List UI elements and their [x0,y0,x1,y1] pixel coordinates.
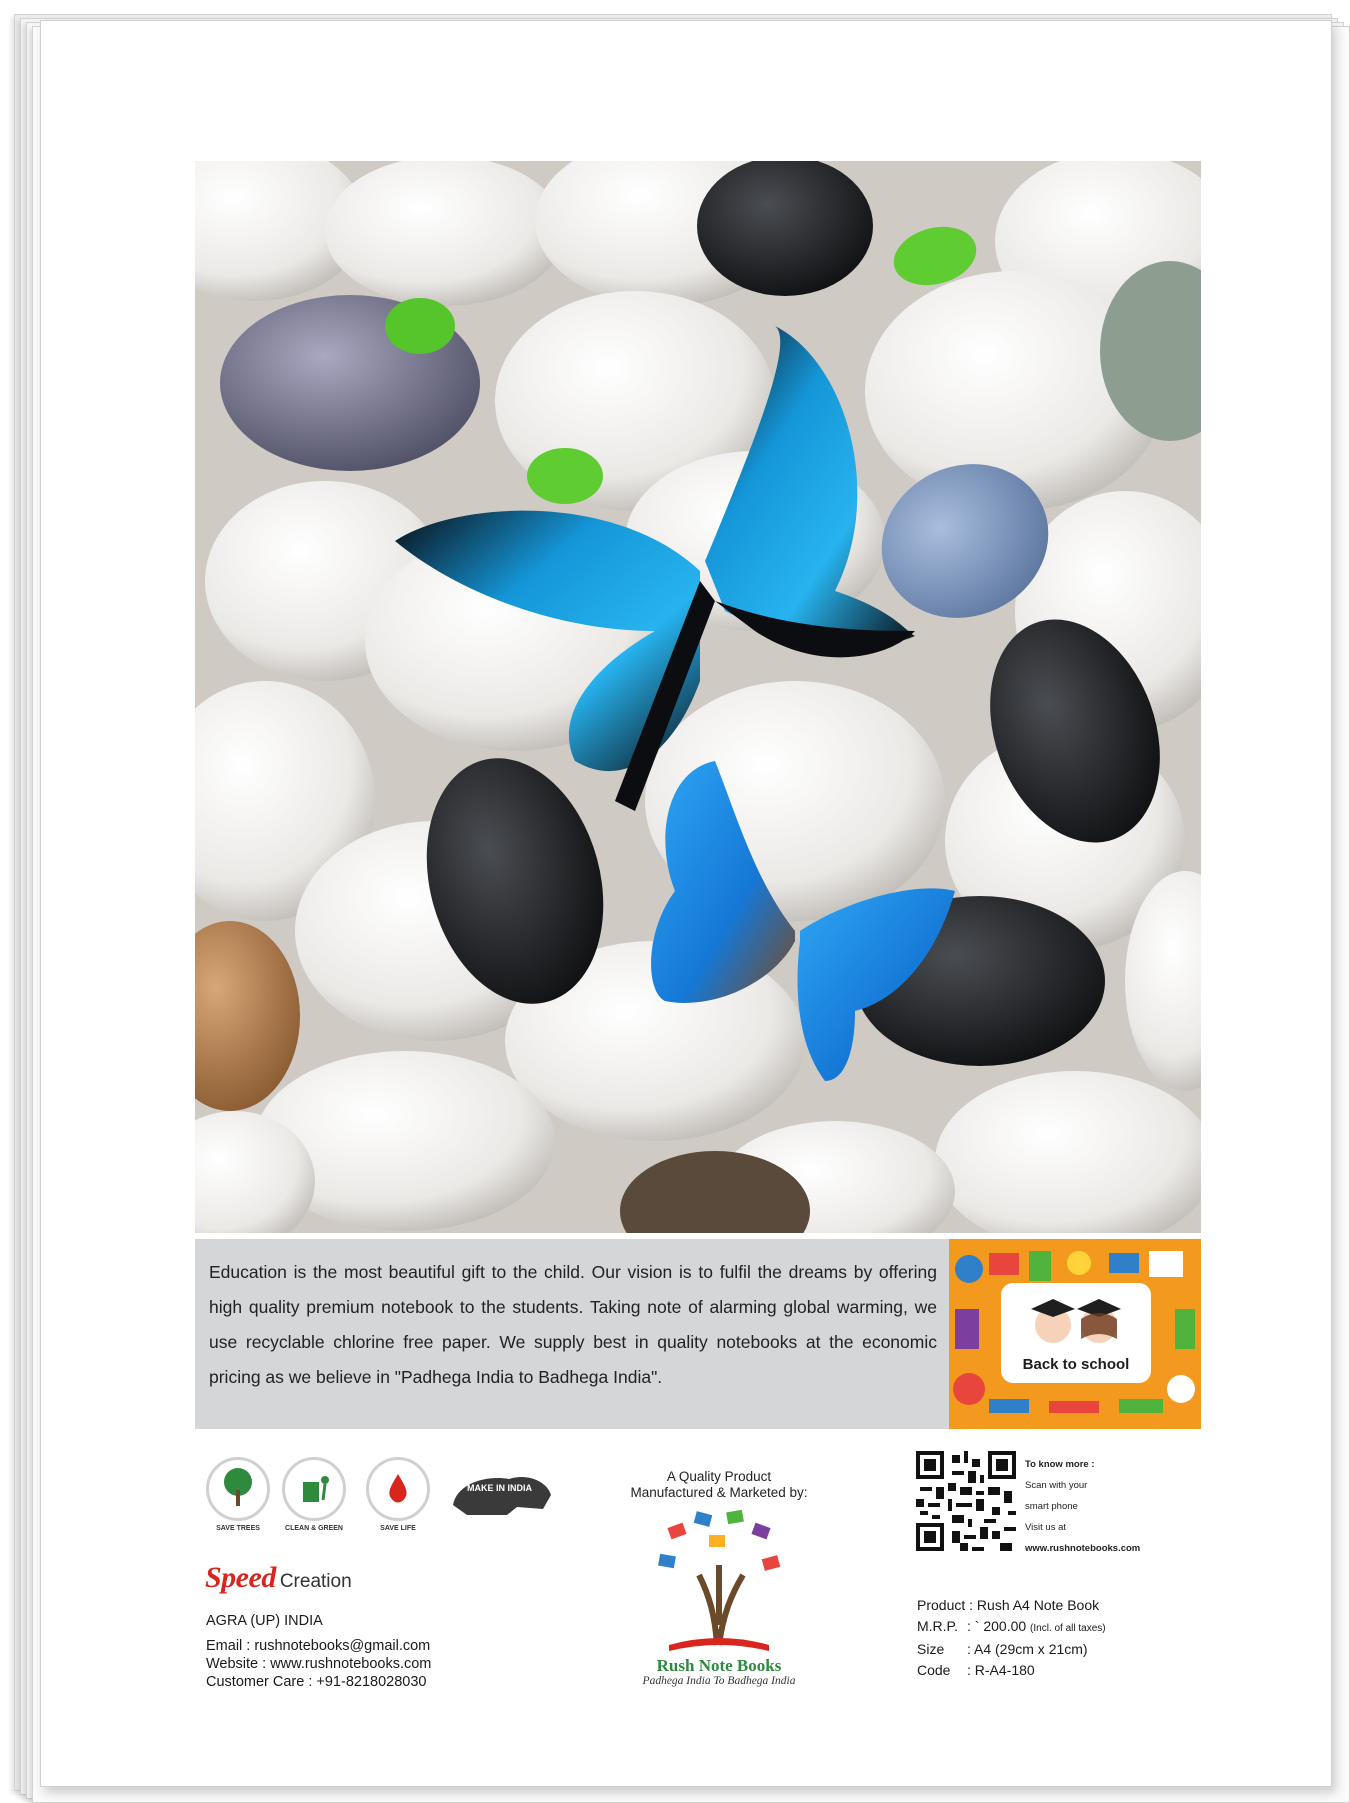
badge-caption: SAVE TREES [216,1525,260,1532]
make-in-india-logo [447,1465,555,1521]
make-in-india-text: MAKE IN INDIA [467,1483,532,1493]
size-row [917,1639,1106,1660]
company-address: AGRA (UP) INDIA [206,1613,323,1629]
company-email: Email : rushnotebooks@gmail.com [206,1638,431,1654]
product-row [917,1595,1106,1616]
code-label: Code [917,1662,951,1678]
graduate-kids-icon [1001,1289,1151,1349]
badge-caption: CLEAN & GREEN [285,1525,343,1532]
code-row [917,1660,1106,1681]
recycle-bin-icon [282,1457,346,1521]
eco-badges [205,1457,555,1547]
back-to-school-panel [949,1239,1201,1429]
company-contact [206,1637,431,1691]
qr-line-visit: Visit us at [1025,1522,1067,1533]
book-tree-logo [639,1505,799,1655]
speed-wordmark: Speed [205,1561,276,1594]
code-value: : R-A4-180 [967,1662,1035,1678]
website-link[interactable]: www.rushnotebooks.com [1025,1543,1141,1554]
blood-drop-icon [366,1457,430,1521]
back-to-school-card [1001,1283,1151,1383]
book-tree-icon [639,1505,799,1655]
speed-creation-logo [205,1561,352,1595]
brand-tagline: Padhega India To Badhega India [642,1675,796,1687]
product-details [917,1595,1106,1681]
customer-care: Customer Care : +91-8218028030 [206,1674,427,1690]
rush-note-books-brand: Rush Note Books [656,1656,782,1675]
product-label: Product [917,1597,966,1613]
pebbles-illustration [195,161,1201,1233]
mrp-value: : ` 200.00 [967,1618,1027,1634]
notebook-back-cover [40,20,1332,1787]
lion-icon [447,1465,555,1521]
back-to-school-label: Back to school [1022,1356,1130,1373]
mission-statement-band [195,1239,949,1429]
manufactured-marketed-line: Manufactured & Marketed by: [630,1485,808,1500]
cover-photo-butterflies-on-pebbles [195,161,1201,1233]
qr-code-icon [916,1451,1016,1551]
mission-statement-text: Education is the most beautiful gift to the child. Our vision is to fulfil the dreams by offering high quality premium notebook to the students. Taking note of alarming global warming, we use recyclable chlorine free paper. We supply best in quality notebooks at the economic pricing as we believe in "Padhega India to Badhega India". [209,1262,937,1387]
know-more-heading: To know more : [1025,1459,1095,1470]
quality-product-line: A Quality Product [666,1469,772,1484]
size-label: Size [917,1641,945,1657]
manufacturer-heading [589,1469,849,1501]
size-value: : A4 (29cm x 21cm) [967,1641,1088,1657]
creation-wordmark: Creation [279,1571,352,1592]
mrp-row [917,1616,1106,1639]
company-website: Website : www.rushnotebooks.com [206,1656,432,1672]
qr-instructions [1025,1454,1140,1559]
badge-caption: SAVE LIFE [380,1525,416,1532]
tree-icon [206,1457,270,1521]
save-trees-badge [205,1457,271,1532]
qr-code[interactable] [916,1451,1016,1551]
mrp-note: (Incl. of all taxes) [1030,1623,1106,1634]
clean-green-badge [281,1457,347,1532]
qr-line-scan: Scan with your [1025,1480,1088,1491]
qr-line-phone: smart phone [1025,1501,1078,1512]
mrp-label: M.R.P. [917,1618,958,1634]
save-life-badge [365,1457,431,1532]
product-value: : Rush A4 Note Book [969,1597,1100,1613]
